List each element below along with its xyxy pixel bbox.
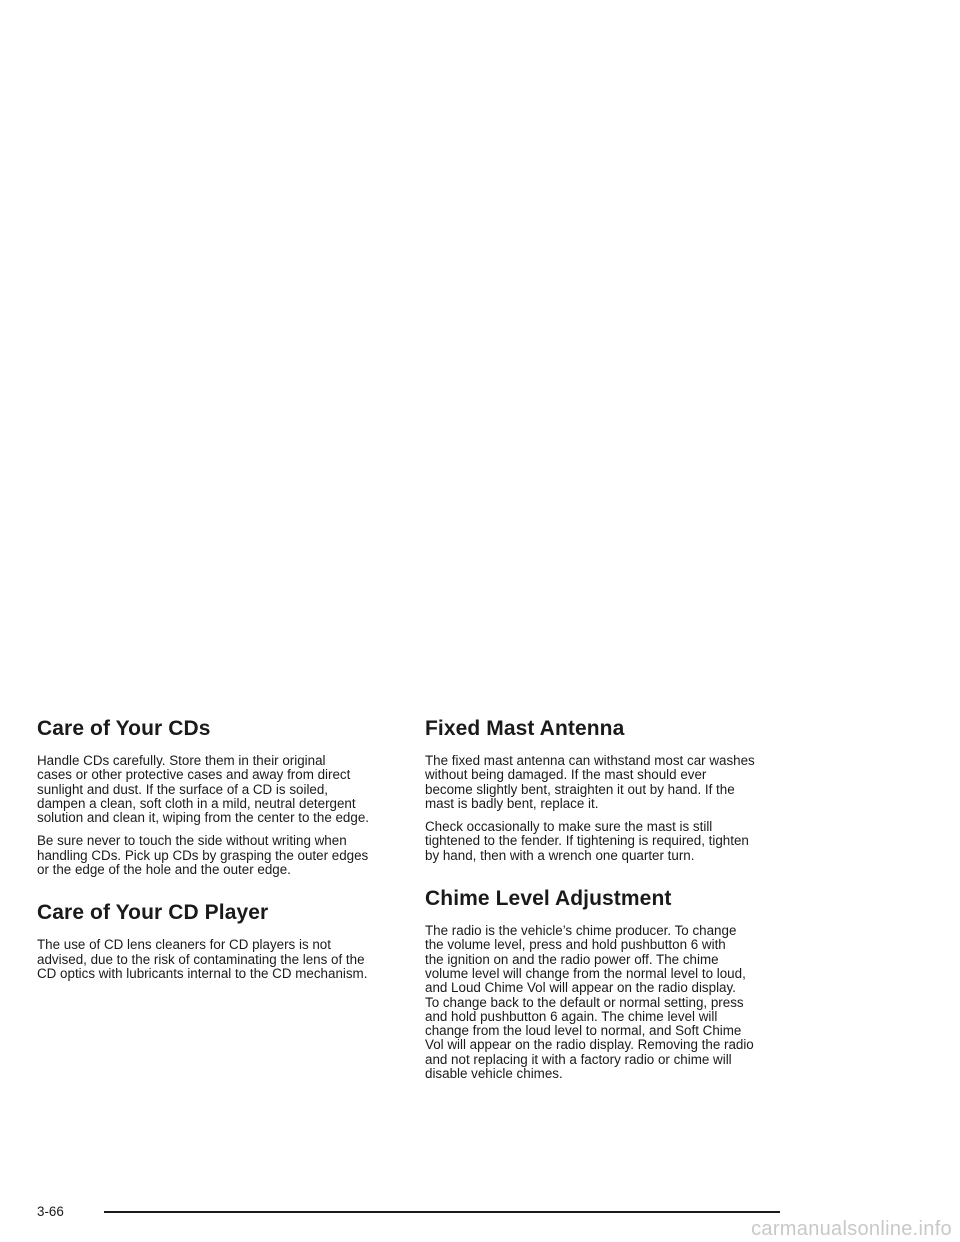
section-heading-care-of-cds: Care of Your CDs	[37, 717, 211, 740]
paragraph-care-of-cds-1: Handle CDs carefully. Store them in their original cases or other protective cases and away from direct sunlight and dust. If the surface of a CD is soiled, dampen a clean, soft cloth in a mild, neutral detergent solution and clean it, wiping from the center to the edge.	[37, 753, 369, 826]
section-heading-care-of-cd-player: Care of Your CD Player	[37, 901, 269, 925]
right-column	[425, 716, 787, 1090]
paragraph-chime-level-adjustment-1: The radio is the vehicle’s chime producer. To change the volume level, press and hold pushbutton 6 with the ignition on and the radio power off. The chime volume level will change from the normal level to loud, and Loud Chime Vol will appear on the radio display. To change back to the default or normal setting, press and hold pushbutton 6 again. The chime level will change from the loud level to normal, and Soft Chime Vol will appear on the radio display. Removing the radio and not replacing it with a factory radio or chime will disable vehicle chimes.	[425, 923, 754, 1082]
paragraph-care-of-cds-2: Be sure never to touch the side without writing when handling CDs. Pick up CDs by grasping the outer edges or the edge of the hole and the outer edge.	[37, 833, 369, 878]
left-column	[37, 716, 399, 990]
paragraph-fixed-mast-antenna-2: Check occasionally to make sure the mast is still tightened to the fender. If tightening is required, tighten by hand, then with a wrench one quarter turn.	[425, 819, 749, 863]
section-heading-chime-level-adjustment: Chime Level Adjustment	[425, 887, 672, 911]
watermark: carmanualsonline.info	[751, 1218, 952, 1240]
footer-rule	[104, 1211, 780, 1213]
page-number: 3-66	[37, 1204, 64, 1219]
paragraph-fixed-mast-antenna-1: The fixed mast antenna can withstand most car washes without being damaged. If the mast should ever become slightly bent, straighten it out by hand. If the mast is badly bent, replace it.	[425, 753, 755, 811]
section-heading-fixed-mast-antenna: Fixed Mast Antenna	[425, 717, 625, 740]
paragraph-care-of-cd-player-1: The use of CD lens cleaners for CD players is not advised, due to the risk of contaminating the lens of the CD optics with lubricants internal to the CD mechanism.	[37, 937, 368, 981]
